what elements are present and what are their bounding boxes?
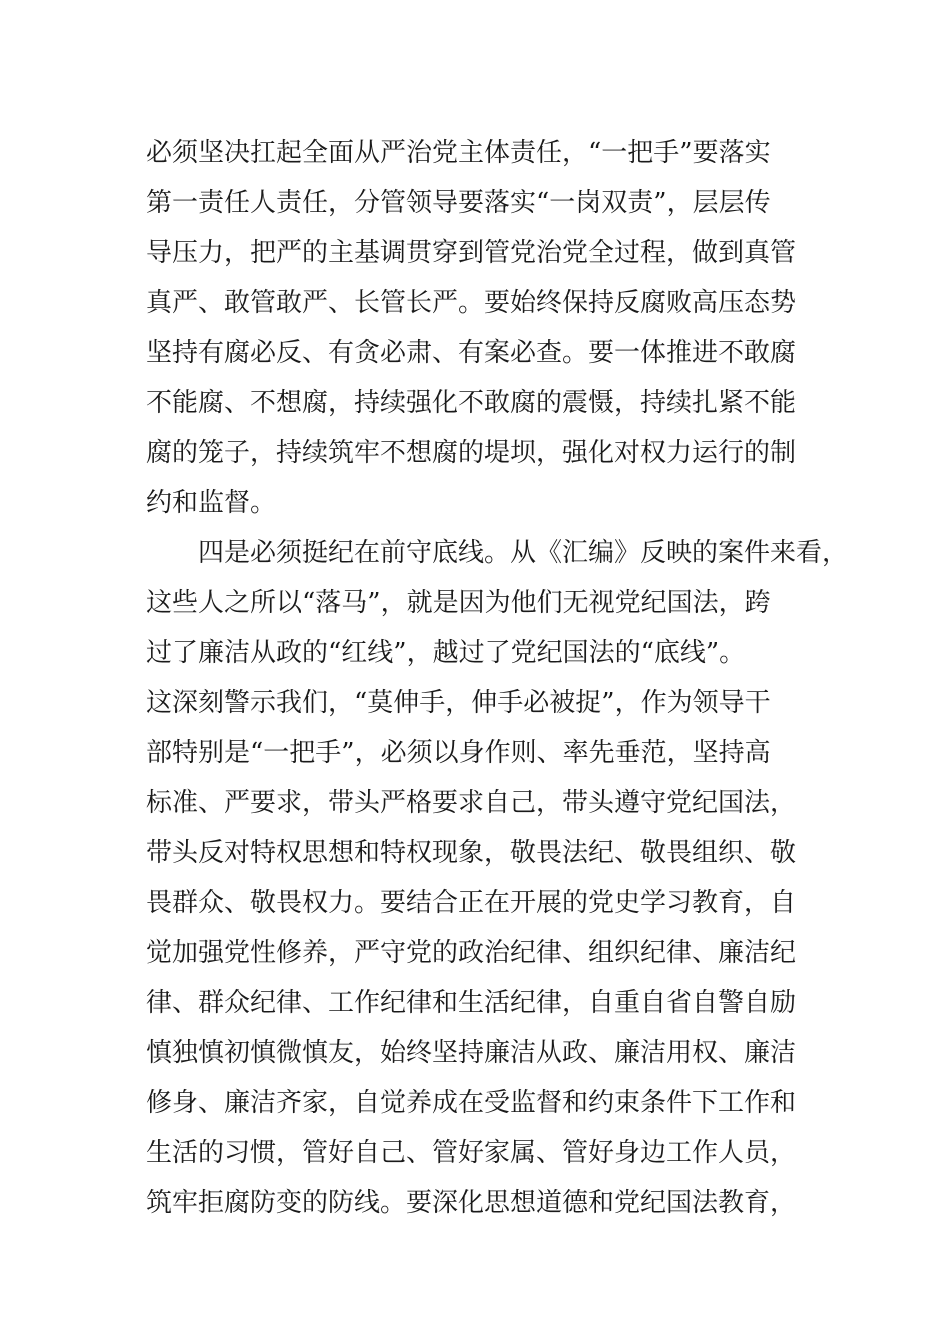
text-line: 部特别是“一把手”，必须以身作则、率先垂范，坚持高 (146, 738, 771, 768)
text-line: 不能腐、不想腐，持续强化不敢腐的震慑，持续扎紧不能 (146, 388, 797, 418)
body-text (146, 128, 849, 1228)
text-line: 导压力，把严的主基调贯穿到管党治党全过程，做到真管 (146, 238, 797, 268)
text-line: 带头反对特权思想和特权现象，敬畏法纪、敬畏组织、敬 (146, 838, 797, 868)
text-line: 慎独慎初慎微慎友，始终坚持廉洁从政、廉洁用权、廉洁 (146, 1038, 797, 1068)
text-line: 这些人之所以“落马”，就是因为他们无视党纪国法，跨 (146, 588, 771, 618)
text-line: 筑牢拒腐防变的防线。要深化思想道德和党纪国法教育， (146, 1188, 797, 1218)
text-line: 畏群众、敬畏权力。要结合正在开展的党史学习教育，自 (146, 888, 797, 918)
text-line: 第一责任人责任，分管领导要落实“一岗双责”，层层传 (146, 188, 771, 218)
text-line: 生活的习惯，管好自己、管好家属、管好身边工作人员， (146, 1138, 797, 1168)
text-line: 真严、敢管敢严、长管长严。要始终保持反腐败高压态势 (146, 288, 797, 318)
text-line: 这深刻警示我们，“莫伸手，伸手必被捉”，作为领导干 (146, 688, 771, 718)
text-line: 律、群众纪律、工作纪律和生活纪律，自重自省自警自励 (146, 988, 797, 1018)
text-line: 修身、廉洁齐家，自觉养成在受监督和约束条件下工作和 (146, 1088, 797, 1118)
text-line: 标准、严要求，带头严格要求自己，带头遵守党纪国法， (146, 788, 797, 818)
text-line: 觉加强党性修养，严守党的政治纪律、组织纪律、廉洁纪 (146, 938, 797, 968)
text-line: 必须坚决扛起全面从严治党主体责任，“一把手”要落实 (146, 138, 771, 168)
text-line: 约和监督。 (146, 488, 277, 518)
text-line: 坚持有腐必反、有贪必肃、有案必查。要一体推进不敢腐 (146, 338, 797, 368)
paragraph-start-line: 四是必须挺纪在前守底线。从《汇编》反映的案件来看， (198, 538, 849, 568)
text-line: 腐的笼子，持续筑牢不想腐的堤坝，强化对权力运行的制 (146, 438, 797, 468)
text-line: 过了廉洁从政的“红线”，越过了党纪国法的“底线”。 (146, 638, 746, 668)
